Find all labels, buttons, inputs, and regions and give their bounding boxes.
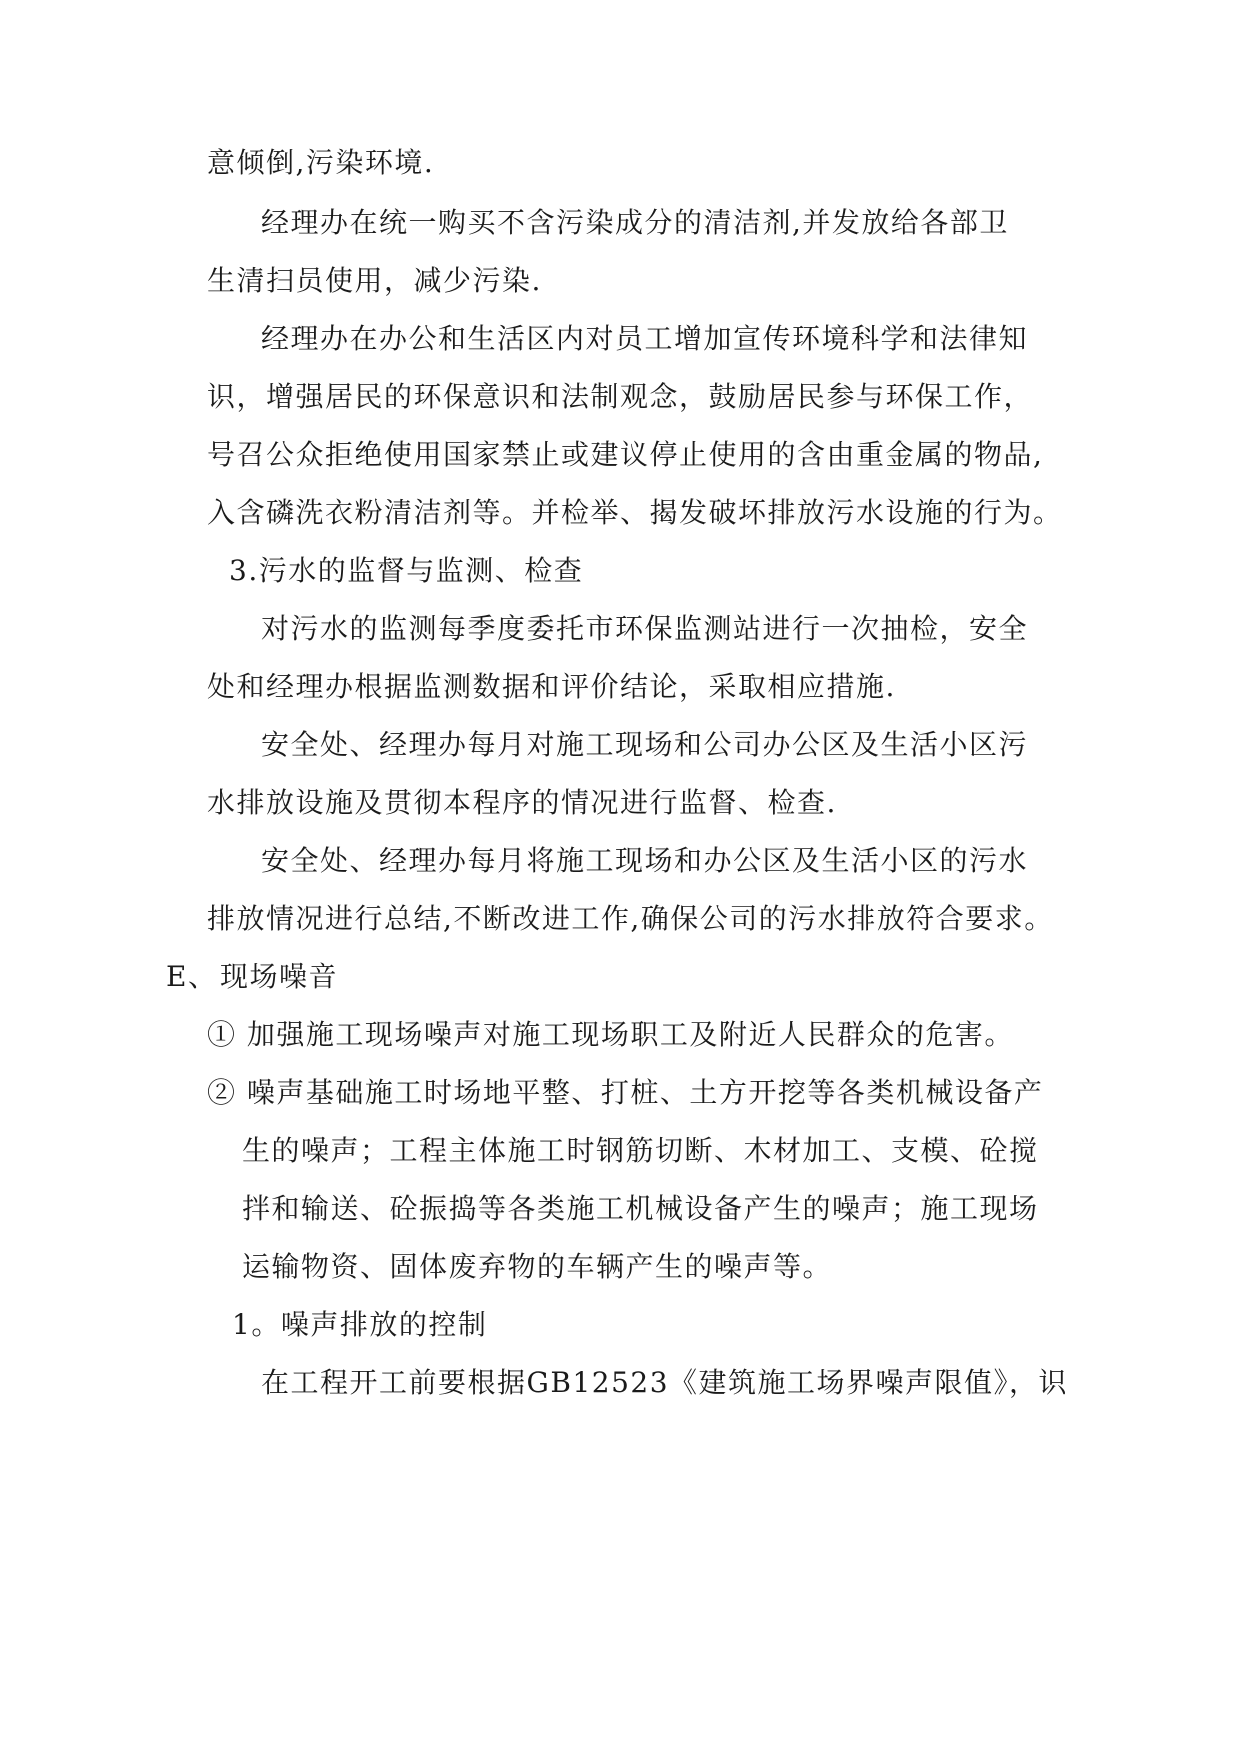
paragraph-line: 安全处、经理办每月将施工现场和办公区及生活小区的污水 (261, 844, 1029, 877)
paragraph-line: 在工程开工前要根据GB12523《建筑施工场界噪声限值》，识 (261, 1366, 1069, 1399)
list-item: ② 噪声基础施工时场地平整、打桩、土方开挖等各类机械设备产 (207, 1076, 1044, 1109)
paragraph-line: 入含磷洗衣粉清洁剂等。并检举、揭发破坏排放污水设施的行为。 (207, 496, 1063, 529)
paragraph-line: 经理办在统一购买不含污染成分的清洁剂,并发放给各部卫 (261, 206, 1009, 239)
paragraph-line: 水排放设施及贯彻本程序的情况进行监督、检查. (207, 786, 837, 819)
section-heading: 1。噪声排放的控制 (232, 1308, 488, 1341)
paragraph-line: 意倾倒,污染环境. (207, 146, 435, 179)
paragraph-line: 生清扫员使用，减少污染. (207, 264, 542, 297)
section-heading: 3.污水的监督与监测、检查 (229, 554, 584, 587)
section-label: E、 (166, 960, 218, 993)
paragraph-line: 安全处、经理办每月对施工现场和公司办公区及生活小区污 (261, 728, 1029, 761)
list-item: ① 加强施工现场噪声对施工现场职工及附近人民群众的危害。 (207, 1018, 1014, 1051)
section-heading: 现场噪音 (220, 960, 339, 993)
paragraph-line: 处和经理办根据监测数据和评价结论，采取相应措施. (207, 670, 896, 703)
list-item-continuation: 运输物资、固体废弃物的车辆产生的噪声等。 (242, 1250, 833, 1283)
list-item-continuation: 生的噪声；工程主体施工时钢筋切断、木材加工、支模、砼搅 (242, 1134, 1039, 1167)
paragraph-line: 号召公众拒绝使用国家禁止或建议停止使用的含由重金属的物品, (207, 438, 1044, 471)
paragraph-line: 对污水的监测每季度委托市环保监测站进行一次抽检，安全 (261, 612, 1029, 645)
paragraph-line: 排放情况进行总结,不断改进工作,确保公司的污水排放符合要求。 (207, 902, 1054, 935)
paragraph-line: 经理办在办公和生活区内对员工增加宣传环境科学和法律知 (261, 322, 1029, 355)
paragraph-line: 识，增强居民的环保意识和法制观念，鼓励居民参与环保工作， (207, 380, 1034, 413)
list-item-continuation: 拌和输送、砼振捣等各类施工机械设备产生的噪声；施工现场 (242, 1192, 1039, 1225)
